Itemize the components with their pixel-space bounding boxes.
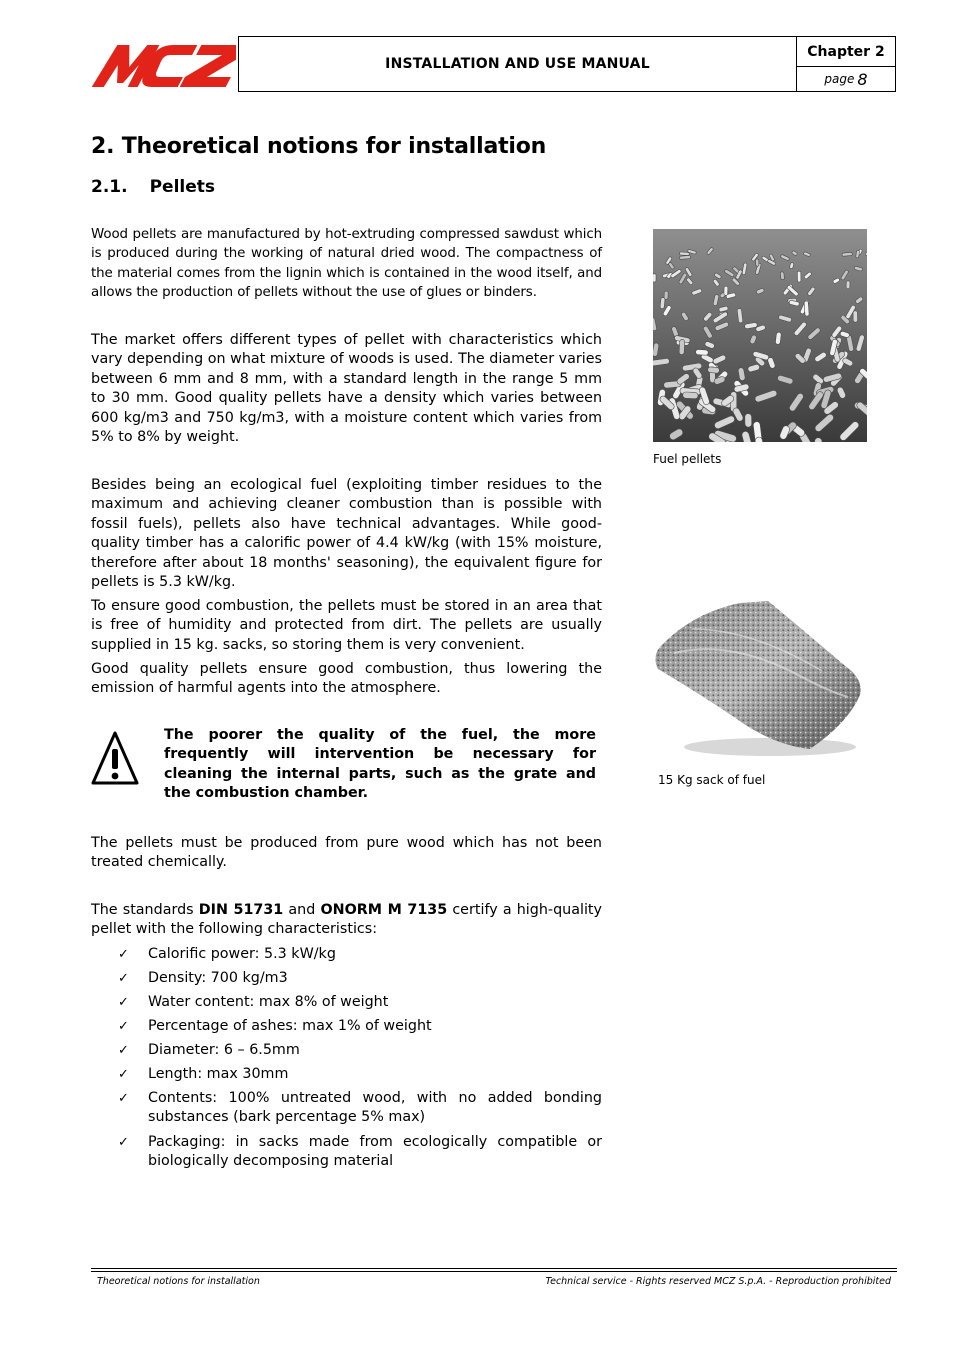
check-icon: ✓ (118, 995, 129, 1010)
paragraph-standards (91, 901, 602, 940)
list-item (118, 1065, 602, 1084)
pellet-texture (756, 259, 759, 266)
paragraph-storage: To ensure good combustion, the pellets must be stored in an area that is free of humidity and protected from dirt. The pellets are usually supplied in 15 kg. sacks, so storing them is very convenient. (91, 598, 602, 653)
pellet-texture (660, 297, 665, 308)
list-item (118, 969, 602, 988)
paragraph-manufacturing: Wood pellets are manufactured by hot-extruding compressed sawdust which is produced during the working of natural dried wood. The compactness of the material comes from the lignin which is contained in the wood itself, and allows the production of pellets without the use of glues or binders. (91, 227, 602, 301)
list-item (118, 945, 602, 964)
pellet-texture (683, 392, 699, 399)
fuel-pellets-photo (653, 229, 867, 442)
list-item-text: Contents: 100% untreated wood, with no added bonding substances (bark percentage 5% max) (148, 1090, 602, 1126)
standards-intro: The standards (91, 902, 199, 918)
pellet-texture (797, 271, 801, 282)
subsection-number: 2.1. (91, 177, 128, 197)
section-heading (91, 134, 546, 159)
mcz-logo (90, 43, 236, 87)
list-item-text: Percentage of ashes: max 1% of weight (148, 1018, 432, 1034)
pellet-texture (846, 281, 850, 289)
list-item-text: Packaging: in sacks made from ecologically compatible or biologically decomposing material (148, 1134, 602, 1170)
check-icon: ✓ (118, 1043, 129, 1058)
check-icon: ✓ (118, 1135, 129, 1150)
manual-title: INSTALLATION AND USE MANUAL (385, 56, 650, 72)
check-icon: ✓ (118, 971, 129, 986)
pellet-texture (653, 274, 656, 283)
chapter-cell (796, 37, 895, 91)
pellet-texture (664, 291, 668, 299)
list-item (118, 993, 602, 1012)
list-item-text: Density: 700 kg/m3 (148, 970, 288, 986)
caption-fuel-sack: 15 Kg sack of fuel (658, 773, 766, 787)
pellet-texture (724, 286, 728, 295)
standards-outro: certify a high-quality pellet with the following characteristics: (91, 902, 602, 938)
warning-icon (90, 729, 140, 787)
list-item-text: Diameter: 6 – 6.5mm (148, 1042, 300, 1058)
standard-din: DIN 51731 (198, 902, 284, 918)
check-icon: ✓ (118, 1019, 129, 1034)
list-item (118, 1089, 602, 1128)
header-box (238, 36, 896, 92)
list-item-text: Calorific power: 5.3 kW/kg (148, 946, 336, 962)
page-label: page (824, 72, 855, 86)
pellet-texture (707, 367, 719, 374)
paragraph-combustion: Good quality pellets ensure good combustion, thus lowering the emission of harmful agents into the atmosphere. (91, 661, 602, 697)
footer-section-name: Theoretical notions for installation (97, 1276, 260, 1287)
check-icon: ✓ (118, 947, 129, 962)
pellet-texture (695, 349, 708, 355)
section-title: Theoretical notions for installation (121, 134, 547, 159)
section-number: 2. (91, 134, 115, 159)
pellet-texture (853, 311, 858, 323)
page-indicator (797, 67, 895, 91)
pellet-sack-photo (652, 599, 866, 760)
footer-rule (91, 1271, 897, 1272)
paragraph-ecological: Besides being an ecological fuel (exploiting timber residues to the maximum and achieving cleaner combustion than is possible with fossil fuels), pellets also have technical advantages. While good-quality timber has a calorific power of 4.4 kW/kg (with 15% moisture, therefore after about 18 months' seasoning), the equivalent figure for pellets is 5.3 kW/kg. (91, 477, 602, 591)
standard-onorm: ONORM M 7135 (320, 902, 448, 918)
pellet-texture (745, 413, 752, 427)
list-item-text: Water content: max 8% of weight (148, 994, 389, 1010)
pellet-texture (679, 255, 690, 259)
caption-fuel-pellets: Fuel pellets (653, 452, 722, 466)
pellet-texture (679, 339, 685, 354)
pellet-texture (780, 272, 784, 280)
subsection-title: Pellets (149, 177, 215, 197)
pellet-texture (804, 301, 809, 316)
standards-and: and (283, 902, 321, 918)
list-item (118, 1041, 602, 1060)
pellet-texture (842, 252, 853, 256)
footer-rule (91, 1268, 897, 1269)
chapter-label: Chapter 2 (797, 37, 895, 67)
check-icon: ✓ (118, 1067, 129, 1082)
footer-rights: Technical service - Rights reserved MCZ S.p.A. - Reproduction prohibited (545, 1276, 891, 1287)
page-number: 8 (857, 69, 868, 89)
list-item (118, 1017, 602, 1036)
list-item (118, 1133, 602, 1172)
subsection-heading (91, 177, 215, 197)
paragraph-market: The market offers different types of pellet with characteristics which vary depending on what mixture of woods is used. The diameter varies between 6 mm and 8 mm, with a standard length in the range 5 mm to 30 mm. Good quality pellets have a density which varies between 600 kg/m3 and 750 kg/m3, with a moisture content which varies from 5% to 8% by weight. (91, 332, 602, 446)
paragraph-pure-wood: The pellets must be produced from pure wood which has not been treated chemically. (91, 835, 602, 871)
pellet-texture (679, 252, 689, 256)
list-item-text: Length: max 30mm (148, 1066, 289, 1082)
check-icon: ✓ (118, 1091, 129, 1106)
warning-text: The poorer the quality of the fuel, the more frequently will intervention be necessary for cleaning the internal parts, such as the grate and the combustion chamber. (164, 727, 596, 802)
